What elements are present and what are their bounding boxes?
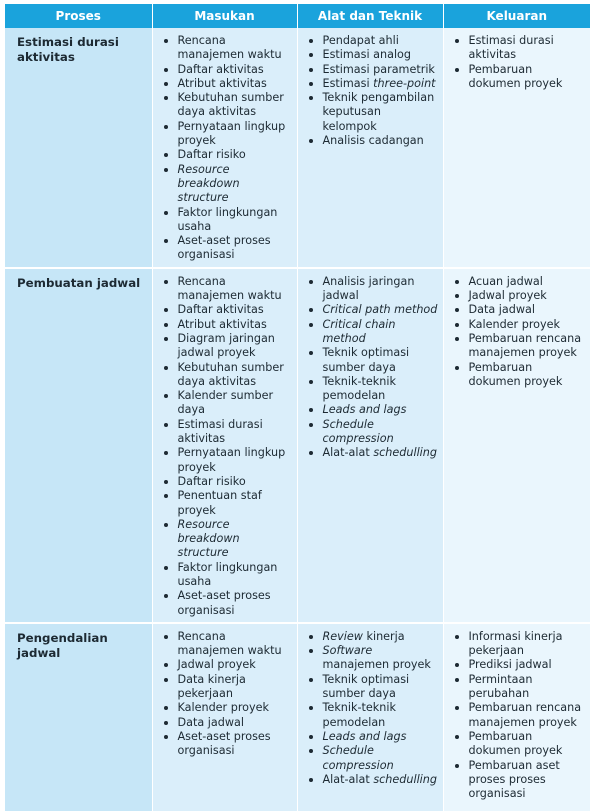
- item-text: Pembaruan dokumen proyek: [468, 729, 563, 758]
- list-item: [302, 63, 439, 77]
- item-text: Faktor lingkungan usaha: [177, 560, 278, 588]
- inputs-cell: [152, 623, 297, 811]
- process-cell: Pengendalian jadwal: [5, 623, 152, 811]
- inputs-cell: [152, 268, 297, 623]
- item-text: Kebutuhan sumber daya aktivitas: [177, 91, 284, 119]
- list-item: [157, 234, 293, 263]
- item-text: Informasi kinerja pekerjaan: [468, 629, 563, 658]
- item-text: manajemen proyek: [322, 658, 431, 672]
- item-italic-text: Critical chain method: [322, 317, 396, 345]
- item-text: Estimasi durasi aktivitas: [177, 417, 263, 446]
- list-item: [157, 318, 293, 332]
- list-item: [157, 34, 293, 63]
- list-item: [302, 744, 439, 773]
- list-item: [448, 289, 587, 303]
- table-row: [5, 28, 590, 268]
- list-item: [157, 630, 293, 659]
- list-item: [302, 34, 439, 48]
- list-item: [302, 773, 439, 787]
- process-table: [5, 4, 590, 811]
- list-item: [157, 91, 293, 120]
- tools-cell: [297, 268, 443, 623]
- list-item: [448, 63, 587, 92]
- item-italic-text: Resource breakdown structure: [177, 162, 240, 205]
- list-item: [157, 275, 293, 304]
- list-item: [302, 403, 439, 417]
- item-italic-text: Schedule compression: [322, 417, 394, 446]
- list-item: [302, 134, 439, 148]
- item-text: Estimasi durasi aktivitas: [468, 34, 554, 62]
- item-italic-text: schedulling: [373, 772, 437, 786]
- list-item: [448, 361, 587, 390]
- item-text: Pembaruan rencana manajemen proyek: [468, 701, 582, 729]
- item-text: Pendapat ahli: [322, 34, 399, 47]
- item-text: Data jadwal: [177, 715, 244, 729]
- item-text: Diagram jaringan jadwal proyek: [177, 331, 275, 360]
- outputs-list: [448, 275, 587, 389]
- tools-list: [302, 630, 439, 787]
- list-item: [157, 148, 293, 162]
- item-text: Alat-alat: [322, 772, 374, 786]
- item-text: kinerja: [362, 629, 405, 643]
- item-text: Rencana manajemen waktu: [177, 629, 282, 658]
- list-item: [157, 332, 293, 361]
- list-item: [302, 48, 439, 62]
- item-text: Prediksi jadwal: [468, 658, 552, 672]
- list-item: [302, 77, 439, 91]
- list-item: [157, 589, 293, 618]
- item-italic-text: Critical path method: [322, 303, 438, 317]
- list-item: [157, 561, 293, 590]
- item-text: Kalender proyek: [468, 317, 560, 331]
- list-item: [157, 418, 293, 447]
- list-item: [448, 332, 587, 361]
- item-text: Jadwal proyek: [468, 289, 547, 303]
- list-item: [302, 418, 439, 447]
- list-item: [302, 446, 439, 460]
- item-text: Teknik-teknik pemodelan: [322, 701, 396, 729]
- item-text: Aset-aset proses organisasi: [177, 234, 271, 262]
- process-cell: Pembuatan jadwal: [5, 268, 152, 623]
- list-item: [157, 658, 293, 672]
- list-item: [157, 446, 293, 475]
- list-item: [157, 730, 293, 759]
- item-text: Rencana manajemen waktu: [177, 34, 282, 62]
- list-item: [448, 673, 587, 702]
- list-item: [448, 630, 587, 659]
- item-text: Faktor lingkungan usaha: [177, 205, 278, 233]
- outputs-list: [448, 34, 587, 91]
- list-item: [157, 206, 293, 235]
- item-text: Analisis jaringan jadwal: [322, 274, 415, 303]
- list-item: [157, 489, 293, 518]
- tools-cell: [297, 28, 443, 268]
- item-italic-text: Leads and lags: [322, 729, 407, 743]
- item-text: Penentuan staf proyek: [177, 489, 262, 517]
- list-item: [302, 275, 439, 304]
- item-text: Daftar aktivitas: [177, 303, 264, 317]
- table-row: [5, 623, 590, 811]
- item-italic-text: three-point: [373, 76, 436, 90]
- item-text: Teknik optimasi sumber daya: [322, 672, 410, 701]
- list-item: [157, 120, 293, 149]
- inputs-list: [157, 34, 293, 263]
- list-item: [302, 701, 439, 730]
- item-text: Estimasi: [322, 76, 374, 90]
- item-text: Permintaan perubahan: [468, 672, 533, 701]
- list-item: [157, 518, 293, 561]
- list-item: [302, 346, 439, 375]
- tools-list: [302, 275, 439, 461]
- item-italic-text: Leads and lags: [322, 403, 407, 417]
- item-italic-text: schedulling: [373, 446, 437, 460]
- item-text: Atribut aktivitas: [177, 317, 267, 331]
- list-item: [157, 77, 293, 91]
- list-item: [157, 475, 293, 489]
- process-cell: Estimasi durasi aktivitas: [5, 28, 152, 268]
- list-item: [157, 63, 293, 77]
- item-text: Pembaruan aset proses proses organisasi: [468, 758, 560, 801]
- item-text: Acuan jadwal: [468, 274, 543, 288]
- header-row: [5, 4, 590, 28]
- list-item: [448, 303, 587, 317]
- header-masukan: Masukan: [152, 4, 297, 28]
- item-text: Kalender sumber daya: [177, 389, 274, 417]
- item-text: Daftar risiko: [177, 148, 246, 162]
- list-item: [302, 375, 439, 404]
- item-text: Teknik-teknik pemodelan: [322, 374, 396, 403]
- list-item: [302, 630, 439, 644]
- list-item: [302, 673, 439, 702]
- outputs-cell: [443, 623, 590, 811]
- item-text: Jadwal proyek: [177, 658, 256, 672]
- list-item: [157, 673, 293, 702]
- inputs-cell: [152, 28, 297, 268]
- list-item: [448, 759, 587, 802]
- list-item: [448, 318, 587, 332]
- item-text: Kalender proyek: [177, 701, 269, 715]
- item-text: Alat-alat: [322, 446, 374, 460]
- list-item: [157, 716, 293, 730]
- item-text: Aset-aset proses organisasi: [177, 729, 271, 758]
- inputs-list: [157, 630, 293, 759]
- list-item: [157, 163, 293, 206]
- table-row: [5, 268, 590, 623]
- item-italic-text: Software: [322, 644, 373, 658]
- outputs-list: [448, 630, 587, 802]
- item-text: Pembaruan dokumen proyek: [468, 62, 563, 90]
- list-item: [302, 91, 439, 134]
- list-item: [448, 34, 587, 63]
- item-text: Data kinerja pekerjaan: [177, 672, 246, 701]
- item-text: Pernyataan lingkup proyek: [177, 119, 286, 148]
- item-text: Atribut aktivitas: [177, 76, 267, 90]
- list-item: [302, 644, 439, 673]
- item-text: Data jadwal: [468, 303, 535, 317]
- header-proses: Proses: [5, 4, 152, 28]
- item-text: Teknik pengambilan keputusan kelompok: [322, 91, 435, 133]
- list-item: [302, 730, 439, 744]
- item-text: Pembaruan dokumen proyek: [468, 360, 563, 388]
- item-italic-text: Resource breakdown structure: [177, 517, 240, 560]
- item-italic-text: Review: [322, 629, 363, 643]
- outputs-cell: [443, 268, 590, 623]
- item-text: Daftar risiko: [177, 474, 246, 488]
- item-text: Pernyataan lingkup proyek: [177, 446, 286, 474]
- item-text: Pembaruan rencana manajemen proyek: [468, 331, 582, 360]
- list-item: [448, 701, 587, 730]
- list-item: [448, 658, 587, 672]
- item-text: Kebutuhan sumber daya aktivitas: [177, 360, 284, 388]
- item-text: Daftar aktivitas: [177, 62, 264, 76]
- item-text: Aset-aset proses organisasi: [177, 589, 271, 617]
- list-item: [448, 730, 587, 759]
- header-keluaran: Keluaran: [443, 4, 590, 28]
- list-item: [448, 275, 587, 289]
- tools-list: [302, 34, 439, 148]
- item-text: Estimasi analog: [322, 48, 411, 62]
- list-item: [157, 701, 293, 715]
- list-item: [157, 389, 293, 418]
- list-item: [302, 303, 439, 317]
- outputs-cell: [443, 28, 590, 268]
- header-alat-dan-teknik: Alat dan Teknik: [297, 4, 443, 28]
- item-text: Analisis cadangan: [322, 134, 424, 148]
- list-item: [157, 303, 293, 317]
- list-item: [302, 318, 439, 347]
- inputs-list: [157, 275, 293, 618]
- item-text: Rencana manajemen waktu: [177, 274, 282, 303]
- item-text: Estimasi parametrik: [322, 62, 435, 76]
- tools-cell: [297, 623, 443, 811]
- item-italic-text: Schedule compression: [322, 744, 394, 772]
- list-item: [157, 361, 293, 390]
- item-text: Teknik optimasi sumber daya: [322, 346, 410, 374]
